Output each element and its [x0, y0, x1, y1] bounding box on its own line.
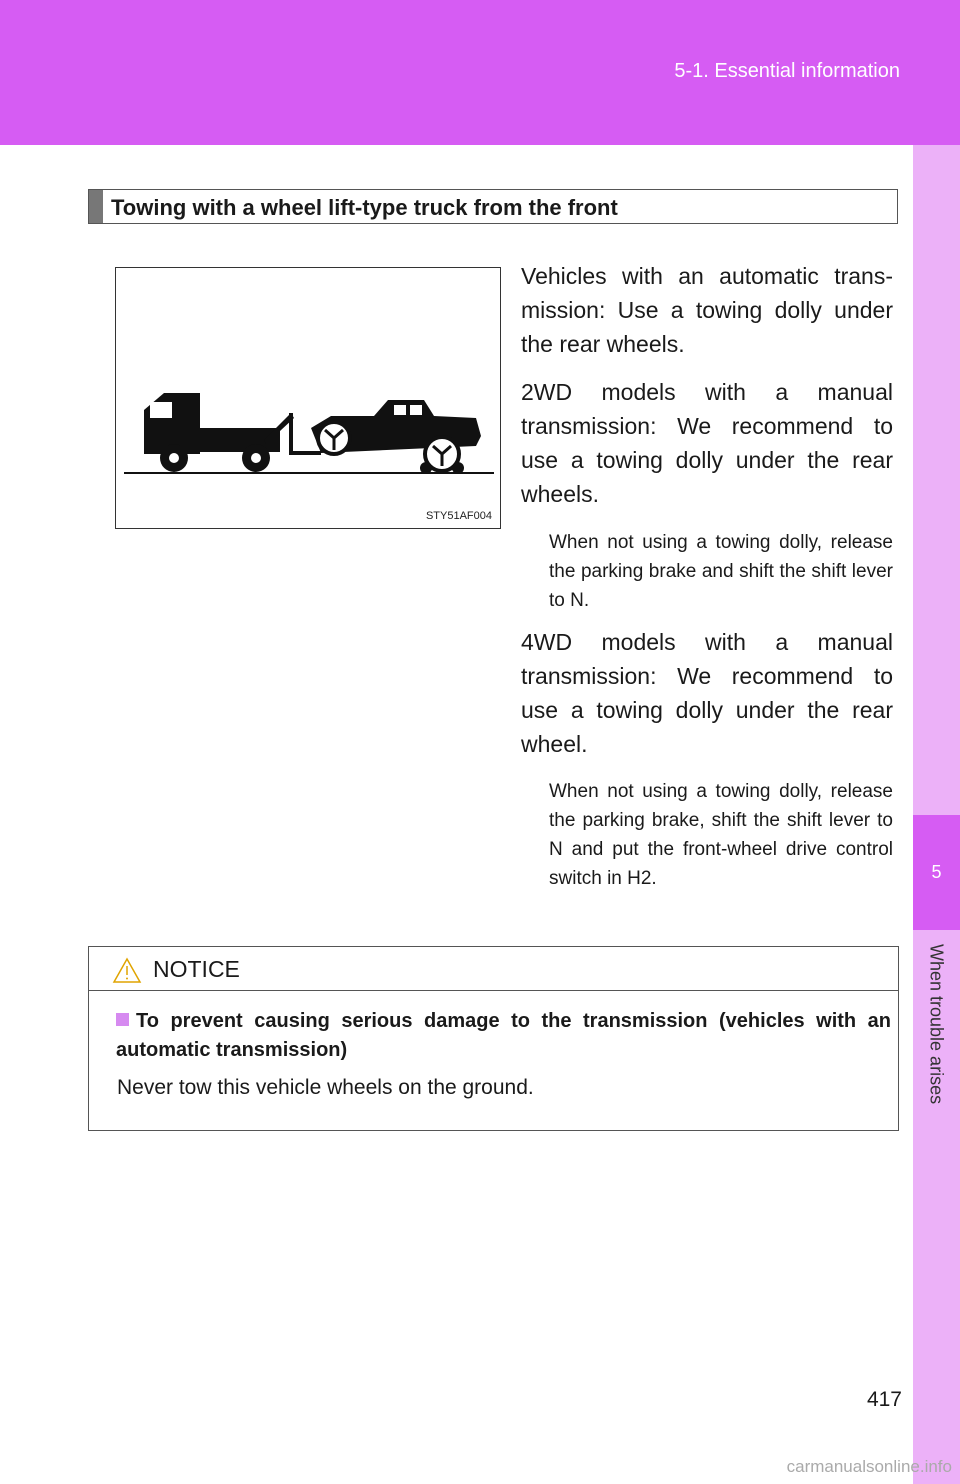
notice-heading-text: To prevent causing serious damage to the transmission (vehicles with an automatic transmission)	[116, 1010, 891, 1061]
figure-code: STY51AF004	[425, 510, 492, 522]
page-header	[0, 0, 960, 145]
heading-bar	[89, 190, 103, 223]
watermark: carmanualsonline.info	[786, 1457, 952, 1476]
chapter-label: When trouble arises	[926, 944, 947, 1105]
paragraph-automatic: Vehicles with an automatic trans-mission: Use a towing dolly under the rear wheels.	[521, 263, 893, 357]
notice-header	[89, 947, 898, 991]
note-2wd: When not using a towing dolly, release the parking brake and shift the shift lever to N.	[549, 532, 893, 611]
section-title: 5-1. Essential information	[674, 60, 900, 82]
chapter-number-tab: 5	[913, 815, 960, 930]
paragraph-2wd: 2WD models with a manual transmission: We recommend to use a towing dolly under the rear wheels.	[521, 379, 893, 507]
paragraph-4wd: 4WD models with a manual transmission: We recommend to use a towing dolly under the rear wheel.	[521, 629, 893, 757]
section-heading-text: Towing with a wheel lift-type truck from the front	[111, 195, 618, 220]
section-heading	[88, 189, 898, 224]
towing-illustration	[115, 267, 501, 529]
page-number: 417	[866, 1388, 902, 1411]
notice-box	[88, 946, 899, 1131]
tow-truck-icon	[116, 268, 500, 528]
note-4wd: When not using a towing dolly, release the parking brake, shift the shift lever to N and put the front-wheel drive control switch in H2.	[549, 781, 893, 889]
notice-body: Never tow this vehicle wheels on the ground.	[117, 1076, 534, 1099]
square-bullet-icon	[116, 1013, 129, 1026]
notice-title: NOTICE	[153, 956, 240, 982]
notice-heading	[116, 1007, 891, 1065]
warning-icon	[112, 957, 142, 984]
